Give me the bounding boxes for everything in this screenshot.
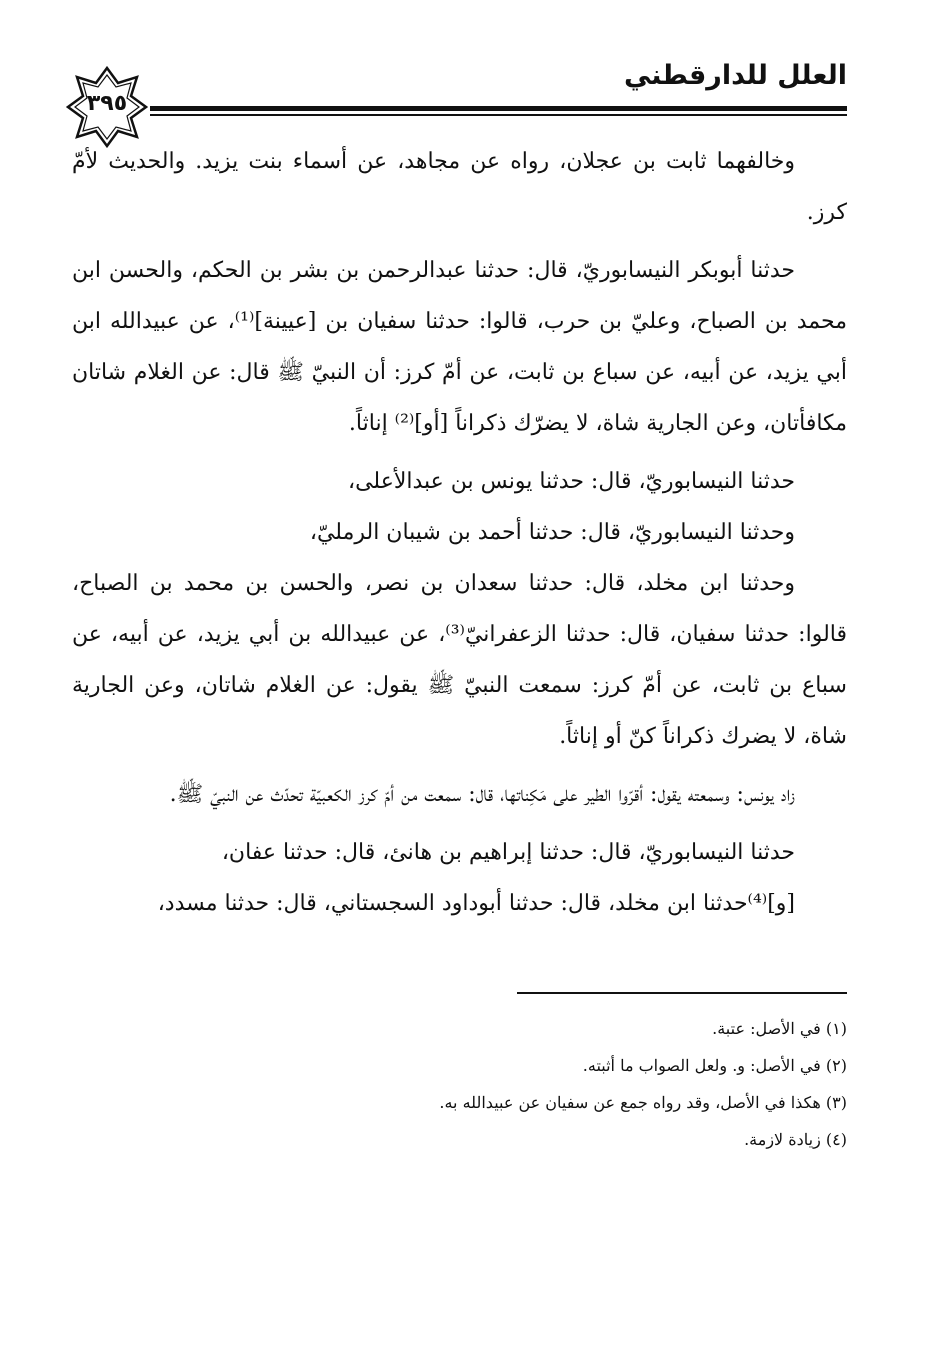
footnote: (٣) هكذا في الأصل، وقد رواه جمع عن سفيان عن عبيدالله به. <box>439 1093 847 1112</box>
header-rule-thin <box>150 114 847 116</box>
footnote: (١) في الأصل: عتبة. <box>712 1019 847 1038</box>
paragraph: وخالفهما ثابت بن عجلان، رواه عن مجاهد، عن أسماء بنت يزيد. والحديث لأمّ كرز. <box>72 149 847 225</box>
footnote: (٢) في الأصل: و. ولعل الصواب ما أثبته. <box>582 1056 847 1075</box>
paragraph: وحدثنا ابن مخلد، قال: حدثنا سعدان بن نصر، والحسن بن محمد بن الصباح، قالوا: حدثنا سفيان، قال: حدثنا الزعفرانيّ⁽³⁾، عن عبيدالله بن أبي يزيد، عن أبيه، عن سباع بن ثابت، عن أمّ كرز: سمعت النبيّ ﷺ يقول: عن الغلام شاتان، وعن الجارية شاة، لا يضرك ذكراناً كنّ أو إناثاً. <box>72 571 847 749</box>
footnote-separator <box>517 992 847 994</box>
paragraph: حدثنا أبوبكر النيسابوريّ، قال: حدثنا عبدالرحمن بن بشر بن الحكم، والحسن ابن محمد بن الصباح، وعليّ بن حرب، قالوا: حدثنا سفيان بن [عيينة]⁽¹⁾، عن عبيدالله ابن أبي يزيد، عن أبيه، عن سباع بن ثابت، عن أمّ كرز: أن النبيّ ﷺ قال: عن الغلام شاتان مكافأتان، وعن الجارية شاة، لا يضرّك ذكراناً [أو]⁽²⁾ إناثاً. <box>72 258 847 436</box>
header-rule-thick <box>150 106 847 111</box>
paragraph: [و]⁽⁴⁾حدثنا ابن مخلد، قال: حدثنا أبوداود السجستاني، قال: حدثنا مسدد، <box>157 891 795 916</box>
main-text <box>72 136 847 929</box>
paragraph: وحدثنا النيسابوريّ، قال: حدثنا أحمد بن شيبان الرمليّ، <box>309 520 795 545</box>
paragraph: حدثنا النيسابوريّ، قال: حدثنا إبراهيم بن هانئ، قال: حدثنا عفان، <box>221 840 795 865</box>
footnote: (٤) زيادة لازمة. <box>744 1130 847 1149</box>
paragraph: زاد يونس: وسمعته يقول: أقرّوا الطير على مَكِناتها، قال: سمعت من أمّ كرز الكعبيّة تحدّث عن النبيّ ﷺ. <box>169 782 795 807</box>
paragraph: حدثنا النيسابوريّ، قال: حدثنا يونس بن عبدالأعلى، <box>347 469 795 494</box>
page-number: ٣٩٥ <box>86 91 128 116</box>
footnotes <box>72 1010 847 1158</box>
running-title: العلل للدارقطني <box>623 60 847 91</box>
